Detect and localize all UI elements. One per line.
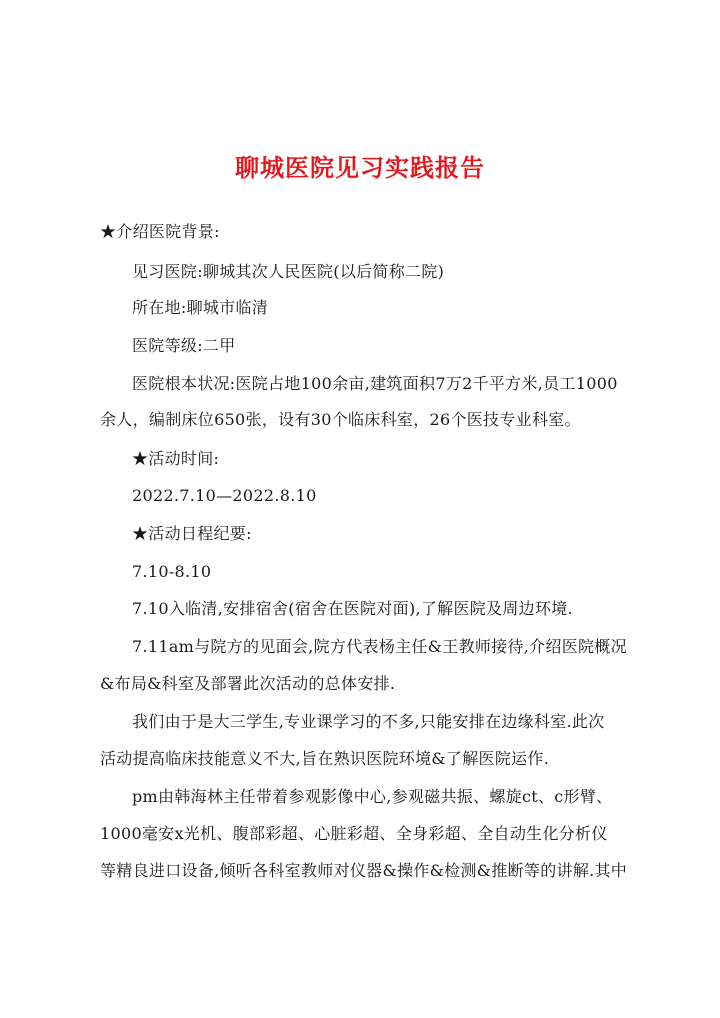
document-title: 聊城医院见习实践报告 bbox=[235, 153, 485, 182]
text-line-pm-tour: pm由韩海林主任带着参观影像中心,参观磁共振、螺旋ct、c形臂、 bbox=[132, 787, 613, 806]
text-line-students-note: 我们由于是大三学生,专业课学习的不多,只能安排在边缘科室.此次 bbox=[132, 712, 605, 731]
text-line-july-11: 7.11am与院方的见面会,院方代表杨主任&王教师接待,介绍医院概况 bbox=[132, 637, 627, 656]
text-line-schedule-range: 7.10-8.10 bbox=[132, 562, 212, 581]
section-heading-schedule: ★活动日程纪要: bbox=[132, 524, 252, 543]
text-line-july-10: 7.10入临清,安排宿舍(宿舍在医院对面),了解医院及周边环境. bbox=[132, 599, 573, 618]
text-line-july-11-cont: &布局&科室及部署此次活动的总体安排. bbox=[100, 674, 396, 693]
section-heading-activity-time: ★活动时间: bbox=[132, 449, 220, 468]
text-line-hospital-grade: 医院等级:二甲 bbox=[132, 336, 236, 355]
text-line-basic-status-cont: 余人，编制床位650张，设有30个临床科室，26个医技专业科室。 bbox=[100, 410, 581, 429]
text-line-pm-tour-cont2: 等精良进口设备,倾听各科室教师对仪器&操作&检测&推断等的讲解.其中 bbox=[100, 861, 628, 880]
text-line-date-range: 2022.7.10—2022.8.10 bbox=[132, 486, 317, 505]
text-line-internship-hospital: 见习医院:聊城其次人民医院(以后简称二院) bbox=[132, 262, 445, 281]
section-heading-hospital-background: ★介绍医院背景: bbox=[100, 222, 220, 241]
text-line-basic-status: 医院根本状况:医院占地100余亩,建筑面积7万2千平方米,员工1000 bbox=[132, 374, 618, 393]
text-line-pm-tour-cont1: 1000毫安x光机、腹部彩超、心脏彩超、全身彩超、全自动生化分析仪 bbox=[100, 824, 608, 843]
text-line-location: 所在地:聊城市临清 bbox=[132, 298, 269, 317]
text-line-students-note-cont: 活动提高临床技能意义不大,旨在熟识医院环境&了解医院运作. bbox=[100, 749, 550, 768]
